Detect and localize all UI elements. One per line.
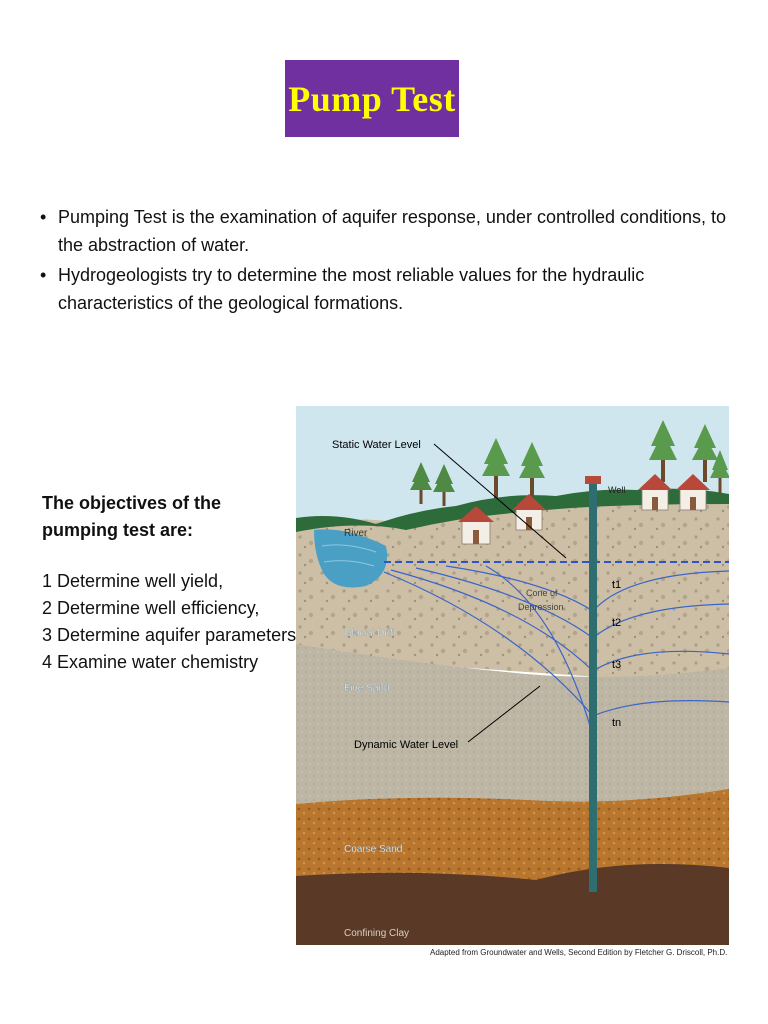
t2-label: t2 xyxy=(612,617,622,629)
bullet-list xyxy=(40,203,730,319)
fine-sand-label: Fine Sand xyxy=(344,683,390,694)
glacial-drift-label: Glacial Drift xyxy=(344,628,396,639)
pump-test-diagram xyxy=(296,406,729,945)
bullet-glyph: • xyxy=(40,207,47,227)
tn-label: tn xyxy=(612,717,622,729)
bullet-text: Hydrogeologists try to determine the most reliable values for the hydraulic characteristics of the geological formations. xyxy=(58,265,645,313)
objective-item: 4 Examine water chemistry xyxy=(42,652,259,672)
coarse-sand-label: Coarse Sand xyxy=(344,844,403,855)
bullet-item xyxy=(40,203,730,259)
objective-item: 3 Determine aquifer parameters xyxy=(42,625,297,645)
t3-label: t3 xyxy=(612,659,622,671)
bullet-text: Pumping Test is the examination of aquifer response, under controlled conditions, to the abstraction of water. xyxy=(58,207,727,255)
bullet-item xyxy=(40,261,730,317)
objectives-heading: The objectives of the pumping test are: xyxy=(42,493,222,540)
static-water-level-label: Static Water Level xyxy=(332,439,421,451)
confining-clay-label: Confining Clay xyxy=(344,928,410,939)
title-banner xyxy=(285,60,459,137)
well-head xyxy=(585,476,601,484)
well-label: Well xyxy=(608,485,626,495)
dynamic-water-level-label: Dynamic Water Level xyxy=(354,739,459,751)
diagram-svg xyxy=(296,406,729,945)
objectives-block xyxy=(42,490,297,676)
figure-credit: Adapted from Groundwater and Wells, Second Edition by Fletcher G. Driscoll, Ph.D. xyxy=(430,948,728,957)
page-title: Pump Test xyxy=(288,78,456,119)
river-label: River xyxy=(344,528,368,539)
depression-label: Depression xyxy=(518,602,564,612)
bullet-glyph: • xyxy=(40,265,47,285)
cone-of-label: Cone of xyxy=(526,588,558,598)
well-casing xyxy=(589,482,597,892)
t1-label: t1 xyxy=(612,579,622,591)
objective-item: 1 Determine well yield, xyxy=(42,571,224,591)
objective-item: 2 Determine well efficiency, xyxy=(42,598,260,618)
